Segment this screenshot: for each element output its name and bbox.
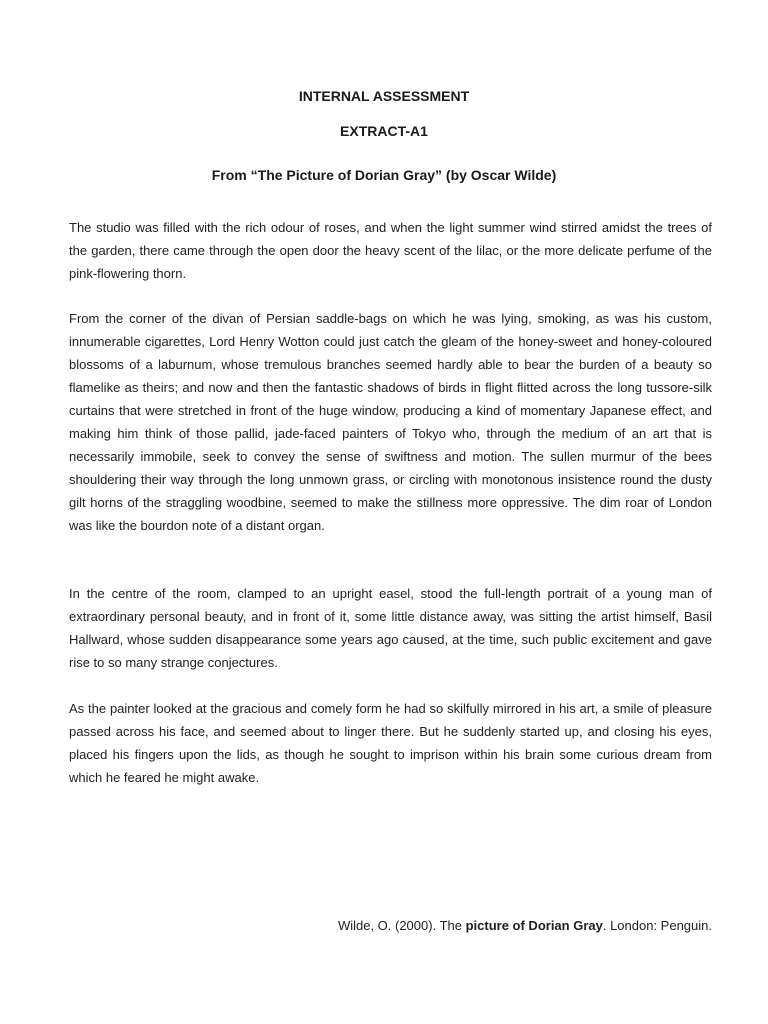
reference-book-title: picture of Dorian Gray: [465, 918, 603, 933]
paragraph-4: As the painter looked at the gracious and comely form he had so skilfully mirrored in his art, a smile of pleasure passed across his face, and seemed about to linger there. But he suddenly started up, and closing his eyes, placed his fingers upon the lids, as though he sought to imprison within his brain some curious dream from which he feared he might awake.: [69, 701, 712, 785]
paragraph-3: In the centre of the room, clamped to an upright easel, stood the full-length portrait of a young man of extraordinary personal beauty, and in front of it, some little distance away, was sitting the artist himself, Basil Hallward, whose sudden disappearance some years ago caused, at the time, such public excitement and gave rise to so many strange conjectures.: [69, 586, 712, 670]
reference-suffix: . London: Penguin.: [602, 918, 712, 933]
reference-prefix: Wilde, O. (2000). The: [337, 918, 466, 933]
paragraph-2: From the corner of the divan of Persian saddle-bags on which he was lying, smoking, as was his custom, innumerable cigarettes, Lord Henry Wotton could just catch the gleam of the honey-sweet and honey-coloured blossoms of a laburnum, whose tremulous branches seemed hardly able to bear the burden of a beauty so flamelike as theirs; and now and then the fantastic shadows of birds in flight flitted across the long tussore-silk curtains that were stretched in front of the huge window, producing a kind of momentary Japanese effect, and making him think of those pallid, jade-faced painters of Tokyo who, through the medium of an art that is necessarily immobile, seek to convey the sense of swiftness and motion. The sullen murmur of the bees shouldering their way through the long unmown grass, or circling with monotonous insistence round the dusty gilt horns of the straggling woodbine, seemed to make the stillness more oppressive. The dim roar of London was like the bourdon note of a distant organ.: [69, 311, 712, 533]
page-title: INTERNAL ASSESSMENT: [298, 88, 470, 104]
reference-citation: [338, 914, 712, 937]
extract-label: EXTRACT-A1: [340, 123, 428, 139]
source-heading: From “The Picture of Dorian Gray” (by Oscar Wilde): [211, 167, 557, 183]
paragraph-1: The studio was filled with the rich odour of roses, and when the light summer wind stirred amidst the trees of the garden, there came through the open door the heavy scent of the lilac, or the more delicate perfume of the pink-flowering thorn.: [69, 220, 712, 281]
